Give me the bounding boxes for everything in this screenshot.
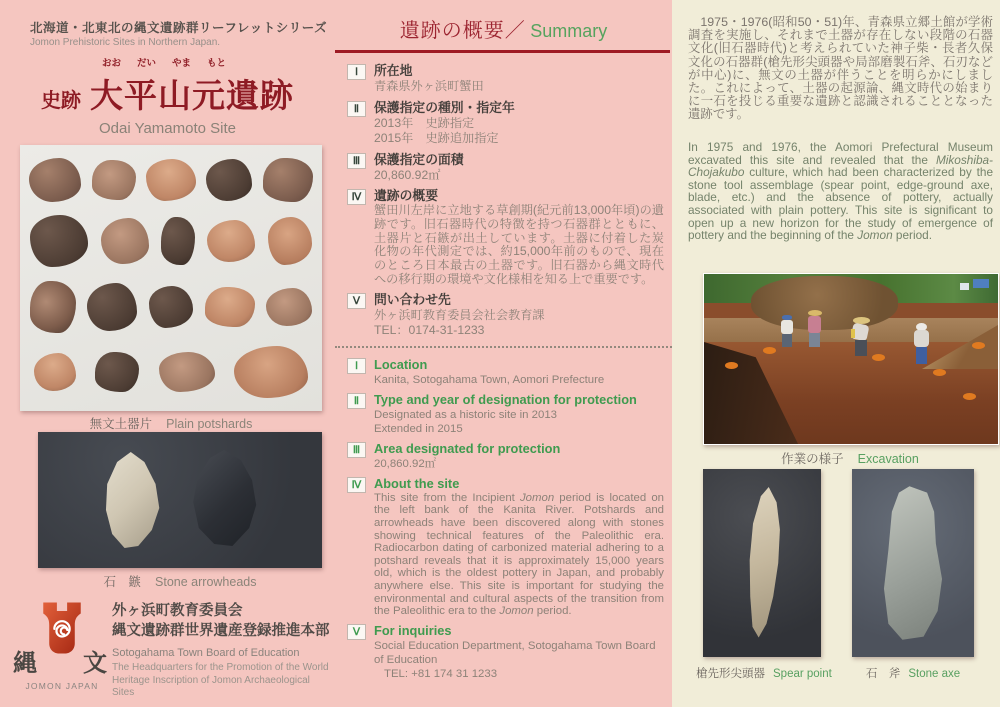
potsherd-row bbox=[24, 346, 318, 398]
item-line: 青森県外ヶ浜町蟹田 bbox=[374, 79, 484, 93]
item-title: 遺跡の概要 bbox=[374, 188, 438, 203]
org-name-en-3: Heritage Inscription of Jomon Archaeological Sites bbox=[112, 674, 310, 698]
jomon-japan-logo bbox=[13, 597, 111, 697]
spear-caption-en: Spear point bbox=[773, 668, 832, 680]
potsherd-row bbox=[24, 158, 318, 202]
potsherds-caption bbox=[20, 414, 322, 432]
potsherd bbox=[87, 283, 137, 331]
axe-caption bbox=[852, 665, 974, 681]
item-title: 問い合わせ先 bbox=[374, 291, 451, 307]
arrowhead-light bbox=[101, 450, 163, 550]
furigana-oo: おお bbox=[101, 58, 121, 69]
item-line: 2015年 史跡追加指定 bbox=[374, 131, 499, 145]
summary-items-en bbox=[335, 356, 672, 681]
roman-numeral: Ⅰ bbox=[347, 64, 366, 80]
potsherd bbox=[205, 287, 255, 327]
spear-caption bbox=[696, 665, 832, 681]
potsherd bbox=[101, 218, 149, 264]
summary-item bbox=[347, 99, 664, 147]
potsherd-row bbox=[24, 281, 318, 333]
item-line: 2013年 史跡指定 bbox=[374, 115, 475, 130]
summary-item bbox=[347, 187, 664, 287]
summary-item bbox=[347, 622, 664, 681]
item-title: 所在地 bbox=[374, 63, 413, 78]
roman-numeral: Ⅲ bbox=[347, 442, 366, 458]
item-title: Area designated for protection bbox=[374, 440, 561, 456]
item-paragraph: This site from the Incipient Jomon period is located on the left bank of the Kanita River. Potshards and arrowheads have been discovered along with stones showing technical features of the Paleolithic era. Radiocarbon dating of carbonized material adhering to a potshard reveals that it is approximately 15,000 years old, which is the oldest pottery in Japan, and probably anywhere else. This site is important for studying the environmental and cultural aspects of the transition from the Paleolithic era to the Jomon period. bbox=[374, 491, 665, 618]
summary-heading-en: Summary bbox=[530, 21, 608, 41]
roman-numeral: Ⅱ bbox=[347, 393, 366, 409]
item-title: Type and year of designation for protection bbox=[374, 391, 637, 407]
item-line: Social Education Department, Sotogahama Town Board of Education bbox=[374, 639, 656, 666]
potsherd bbox=[146, 159, 196, 201]
roman-numeral: Ⅳ bbox=[347, 189, 366, 205]
item-title: 保護指定の面積 bbox=[374, 151, 464, 167]
spear-point bbox=[734, 487, 790, 639]
historic-site-prefix: 史跡 bbox=[41, 90, 81, 112]
page-title: 大平山元遺跡 bbox=[90, 77, 294, 114]
item-title: For inquiries bbox=[374, 622, 452, 638]
item-line: Extended in 2015 bbox=[374, 422, 463, 435]
summary-item bbox=[347, 356, 664, 387]
excavation-white-structure bbox=[960, 283, 969, 290]
excavation-caption-en: Excavation bbox=[857, 452, 919, 466]
potsherd-row bbox=[24, 215, 318, 267]
potsherd bbox=[34, 353, 76, 391]
org-name-jp-1: 外ヶ浜町教育委員会 bbox=[112, 603, 243, 619]
potsherd bbox=[30, 281, 76, 333]
roman-numeral: Ⅴ bbox=[347, 624, 366, 640]
organization-block bbox=[112, 601, 334, 700]
arrowhead-dark bbox=[189, 450, 259, 550]
axe-caption-en: Stone axe bbox=[908, 668, 961, 680]
bucket bbox=[963, 393, 976, 400]
item-title: 保護指定の種別・指定年 bbox=[374, 99, 515, 115]
potsherd bbox=[161, 217, 195, 265]
item-title: Location bbox=[374, 356, 428, 372]
item-line: 外ヶ浜町教育委員会社会教育課 bbox=[374, 307, 545, 322]
spear-caption-jp: 槍先形尖頭器 bbox=[696, 668, 765, 680]
summary-item bbox=[347, 62, 664, 95]
logo-char-jo: 縄 bbox=[13, 650, 37, 677]
excavation-caption bbox=[703, 449, 997, 467]
logo-char-mon: 文 bbox=[83, 650, 107, 677]
potsherd bbox=[268, 217, 312, 265]
item-line: 20,860.92㎡ bbox=[374, 167, 441, 182]
arrowheads-caption-jp: 石 鏃 bbox=[103, 575, 142, 589]
potsherd bbox=[207, 220, 255, 262]
series-title-jp: 北海道・北東北の縄文遺跡群リーフレットシリーズ bbox=[30, 21, 328, 35]
arrowheads-caption bbox=[38, 572, 322, 590]
potsherds-caption-jp: 無文土器片 bbox=[89, 417, 153, 431]
bucket bbox=[972, 342, 985, 349]
roman-numeral: Ⅱ bbox=[347, 101, 366, 117]
article-paragraph-jp: 1975・1976(昭和50・51)年、青森県立郷土館が学術調査を実施し、それまで土器が存在しない段階の石器文化(旧石器時代)と考えられていた神子柴・長者久保文化の石器群(槍先形尖頭器や局部磨製石斧、石刃などが中心)に、無文の土器が伴うことを明らかにしました。これによって、土器の起源論、縄文時代の始まりに一石を投じる重要な遺跡と認識されることとなった遺跡です。 bbox=[688, 15, 993, 122]
summary-rule bbox=[335, 50, 670, 53]
potsherd bbox=[149, 286, 193, 328]
excavation-worker bbox=[851, 317, 871, 357]
page-title-en: Odai Yamamoto Site bbox=[98, 120, 236, 137]
furigana-dai: だい bbox=[136, 58, 156, 69]
bucket bbox=[763, 347, 776, 354]
summary-item bbox=[347, 391, 664, 436]
site-title-block bbox=[0, 55, 335, 137]
roman-numeral: Ⅳ bbox=[347, 477, 366, 493]
potsherd bbox=[29, 158, 81, 202]
bucket bbox=[872, 354, 885, 361]
org-name-en-1: Sotogahama Town Board of Education bbox=[112, 647, 300, 659]
excavation-worker bbox=[913, 323, 930, 365]
potsherd bbox=[263, 158, 313, 202]
excavation-worker bbox=[807, 310, 823, 348]
furigana bbox=[94, 55, 234, 69]
logo-label: JOMON JAPAN bbox=[25, 681, 99, 691]
arrowheads-caption-en: Stone arrowheads bbox=[155, 575, 257, 589]
potsherds-caption-en: Plain potshards bbox=[166, 417, 253, 431]
furigana-yama: やま bbox=[171, 58, 191, 69]
potsherd bbox=[159, 352, 215, 392]
roman-numeral: Ⅴ bbox=[347, 293, 366, 309]
excavation-mound bbox=[751, 276, 898, 330]
org-name-jp-2: 縄文遺跡群世界遺産登録推進本部 bbox=[112, 623, 330, 639]
excavation-worker bbox=[780, 315, 794, 349]
series-title-en: Jomon Prehistoric Sites in Northern Japan. bbox=[30, 37, 221, 48]
summary-item bbox=[347, 291, 664, 339]
excavation-blue-structure bbox=[973, 279, 989, 288]
dotted-divider bbox=[335, 346, 672, 348]
item-phone: TEL: +81 174 31 1233 bbox=[384, 667, 498, 680]
summary-heading-jp: 遺跡の概要／ bbox=[399, 20, 526, 42]
potsherd bbox=[266, 288, 312, 326]
summary-items-jp bbox=[335, 62, 672, 339]
furigana-moto: もと bbox=[206, 58, 226, 69]
stone-axe-photo bbox=[852, 469, 974, 657]
summary-item bbox=[347, 475, 664, 618]
summary-item bbox=[347, 440, 664, 471]
item-title: About the site bbox=[374, 475, 460, 491]
spear-point-photo bbox=[703, 469, 821, 657]
potsherd bbox=[95, 352, 139, 392]
item-phone: TEL：0174-31-1233 bbox=[374, 323, 485, 338]
org-name-en-2: The Headquarters for the Promotion of the World bbox=[112, 662, 329, 673]
potsherd bbox=[30, 215, 88, 267]
potsherd bbox=[206, 159, 252, 201]
item-paragraph: 蟹田川左岸に立地する草創期(紀元前13,000年頃)の遺跡です。旧石器時代の特徴を持つ石器群とともに、土器片と石鏃が出土しています。土器に付着した炭化物の年代測定では、約15,000年前のもので、現在のところ日本最古の土器です。旧石器から縄文時代への移行期の環境や文化様相を知る上で重要です。 bbox=[374, 203, 664, 286]
item-line: Designated as a historic site in 2013 bbox=[374, 408, 557, 421]
roman-numeral: Ⅲ bbox=[347, 153, 366, 169]
summary-heading bbox=[335, 14, 672, 43]
item-line: 20,860.92㎡ bbox=[374, 457, 437, 470]
summary-item bbox=[347, 151, 664, 184]
potsherd bbox=[92, 160, 136, 200]
roman-numeral: Ⅰ bbox=[347, 358, 366, 374]
excavation-photo bbox=[703, 273, 999, 445]
jomon-vessel-icon bbox=[39, 599, 85, 662]
potsherd bbox=[234, 346, 308, 398]
summary-column bbox=[335, 14, 672, 685]
stone-axe bbox=[869, 483, 957, 643]
item-line: Kanita, Sotogahama Town, Aomori Prefecture bbox=[374, 373, 605, 386]
stone-arrowheads-photo bbox=[38, 432, 322, 568]
article-paragraph-en: In 1975 and 1976, the Aomori Prefectural Museum excavated this site and revealed that the Mikoshiba-Chojakubo culture, which had been characterized by the stone tool assemblage (spear point, edge-ground axe, blade, etc.) and the absence of pottery, actually associated with plain pottery. This site is significant to open up a new horizon for the study of emergence of pottery and the beginning of the Jomon period. bbox=[688, 140, 993, 243]
axe-caption-jp: 石 斧 bbox=[865, 668, 901, 680]
excavation-caption-jp: 作業の様子 bbox=[781, 452, 844, 466]
plain-potsherds-photo bbox=[20, 145, 322, 411]
